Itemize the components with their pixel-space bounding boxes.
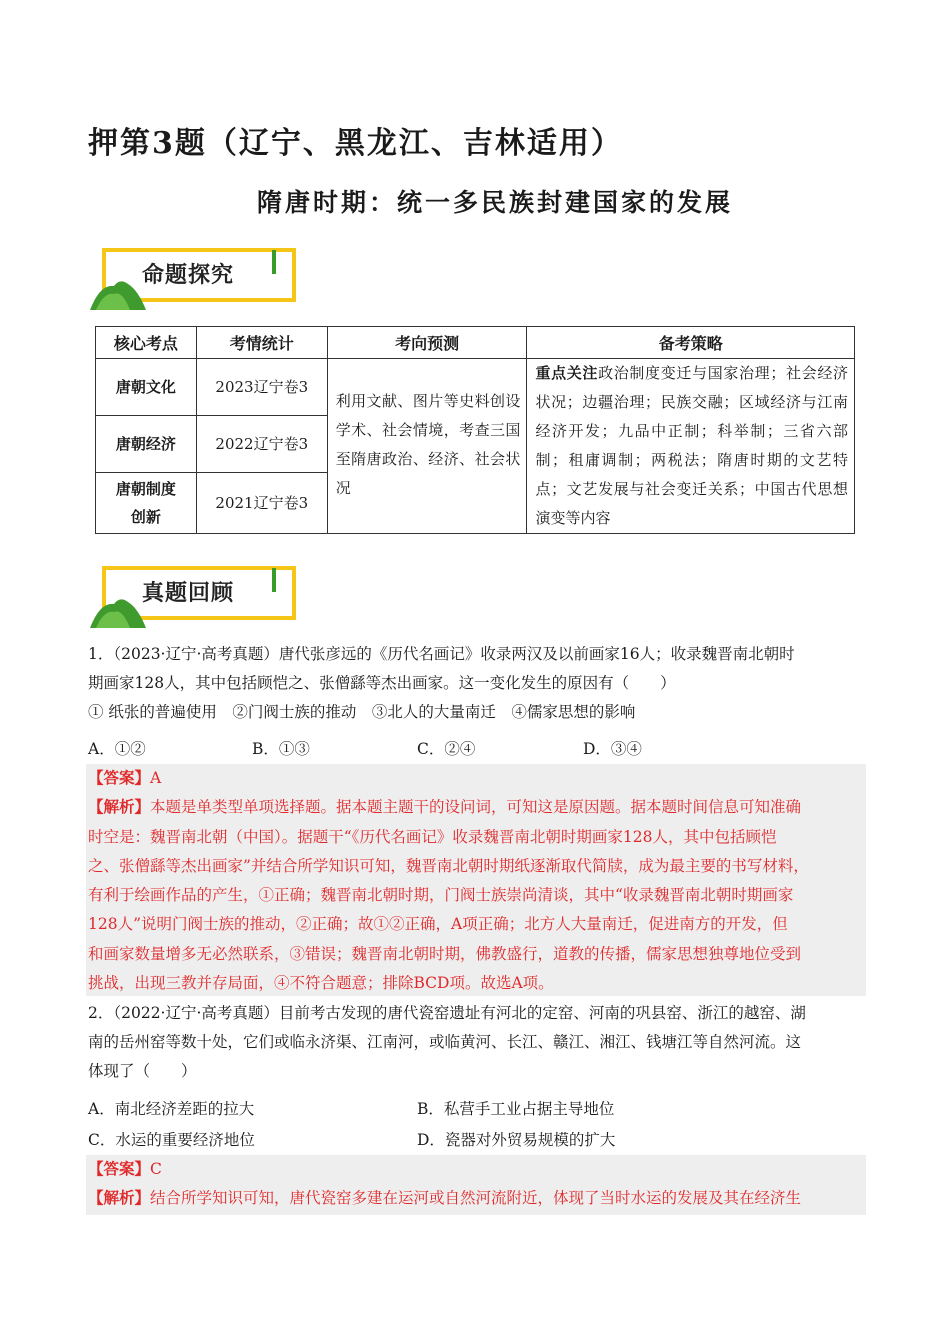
strategy-cell — [527, 359, 855, 534]
section-title: 真题回顾 — [142, 581, 235, 606]
question-items: ① 纸张的普遍使用 ②门阀士族的推动 ③北人的大量南迁 ④儒家思想的影响 — [88, 703, 636, 721]
badge-accent — [272, 568, 276, 592]
analysis-line — [88, 1184, 866, 1213]
hill-icon — [90, 272, 150, 310]
analysis-text: 时空是：魏晋南北朝（中国）。据题干“《历代名画记》收录魏晋南北朝时期画家128人，其中包括顾恺 — [88, 827, 777, 846]
table-row — [96, 359, 855, 416]
option-b[interactable]: B．①③ — [252, 740, 310, 758]
option-b[interactable]: B．私营手工业占据主导地位 — [417, 1100, 615, 1118]
question-line: 体现了（ ） — [88, 1062, 197, 1080]
answer-value: A — [150, 769, 162, 787]
question-line: 1．（2023·辽宁·高考真题）唐代张彦远的《历代名画记》收录两汉及以前画家16人；收录魏晋南北朝时 — [88, 645, 795, 663]
key-point-line: 唐朝制度 — [115, 479, 176, 498]
option-c[interactable]: C．水运的重要经济地位 — [88, 1131, 255, 1149]
question-2-stem — [88, 999, 864, 1086]
page-title: 押第3题（辽宁、黑龙江、吉林适用） — [88, 126, 623, 161]
answer-tag: 【答案】 — [88, 769, 151, 787]
question-1-stem — [88, 640, 864, 727]
section-badge-exploration — [90, 244, 300, 310]
section-title: 命题探究 — [142, 263, 235, 288]
strategy-highlight: 重点关注 — [535, 364, 599, 382]
option-a[interactable]: A．南北经济差距的拉大 — [88, 1100, 255, 1118]
key-point-cell: 唐朝经济 — [96, 415, 197, 472]
table-header: 备考策略 — [527, 327, 855, 359]
answer-line — [88, 764, 866, 793]
table-header: 考情统计 — [196, 327, 327, 359]
key-point-cell — [96, 472, 197, 533]
table-header: 核心考点 — [96, 327, 197, 359]
exam-analysis-table — [95, 326, 855, 534]
table-header-row — [96, 327, 855, 359]
analysis-text: 有利于绘画作品的产生，①正确；魏晋南北朝时期，门阀士族崇尚清谈，其中“收录魏晋南北朝时期画家 — [88, 886, 794, 905]
analysis-line — [88, 793, 866, 822]
stat-cell: 2022辽宁卷3 — [196, 415, 327, 472]
key-point-cell: 唐朝文化 — [96, 359, 197, 416]
table-header: 考向预测 — [327, 327, 527, 359]
section-badge-review — [90, 562, 300, 628]
option-d[interactable]: D．③④ — [583, 740, 642, 758]
page-subtitle: 隋唐时期：统一多民族封建国家的发展 — [256, 188, 733, 217]
badge-accent — [272, 250, 276, 274]
analysis-text: 挑战，出现三教并存局面，④不符合题意；排除BCD项。故选A项。 — [88, 974, 554, 993]
question-line: 2．（2022·辽宁·高考真题）目前考古发现的唐代瓷窑遗址有河北的定窑、河南的巩县窑、浙江的越窑、湖 — [88, 1004, 806, 1022]
analysis-text: 和画家数量增多无必然联系，③错误；魏晋南北朝时期，佛教盛行，道教的传播，儒家思想独尊地位受到 — [88, 944, 802, 963]
key-point-line: 创新 — [130, 507, 161, 526]
analysis-tag: 【解析】 — [88, 798, 151, 817]
analysis-text: 128人”说明门阀士族的推动，②正确；故①②正确，A项正确；北方人大量南迁，促进南方的开发，但 — [88, 915, 788, 934]
option-c[interactable]: C．②④ — [417, 740, 476, 758]
strategy-text: 政治制度变迁与国家治理；社会经济状况；边疆治理；民族交融；区域经济与江南经济开发；九品中正制；科举制；三省六部制；租庸调制；两税法；隋唐时期的文艺特点；文艺发展与社会变迁关系；中国古代思想演变等内容 — [535, 364, 848, 527]
analysis-tag: 【解析】 — [88, 1189, 151, 1208]
stat-cell: 2021辽宁卷3 — [196, 472, 327, 533]
question-line: 期画家128人，其中包括顾恺之、张僧繇等杰出画家。这一变化发生的原因有（ ） — [88, 674, 676, 692]
stat-cell: 2023辽宁卷3 — [196, 359, 327, 416]
answer-tag: 【答案】 — [88, 1160, 151, 1178]
question-1-answer-box — [86, 764, 866, 996]
prediction-cell: 利用文献、图片等史料创设学术、社会情境，考查三国至隋唐政治、经济、社会状况 — [327, 359, 527, 534]
hill-icon — [90, 590, 150, 628]
analysis-text: 本题是单类型单项选择题。据本题主题干的设问词，可知这是原因题。据本题时间信息可知准确 — [150, 798, 802, 817]
option-d[interactable]: D．瓷器对外贸易规模的扩大 — [417, 1131, 616, 1149]
answer-value: C — [150, 1160, 162, 1178]
question-2-answer-box — [86, 1155, 866, 1215]
analysis-text: 之、张僧繇等杰出画家”并结合所学知识可知，魏晋南北朝时期纸逐渐取代简牍，成为最主要的书写材料， — [88, 856, 809, 875]
answer-line — [88, 1155, 866, 1184]
option-a[interactable]: A．①② — [88, 740, 146, 758]
analysis-text: 结合所学知识可知，唐代瓷窑多建在运河或自然河流附近，体现了当时水运的发展及其在经济生 — [150, 1189, 802, 1208]
question-line: 南的岳州窑等数十处，它们或临永济渠、江南河，或临黄河、长江、赣江、湘江、钱塘江等自然河流。这 — [88, 1033, 802, 1051]
